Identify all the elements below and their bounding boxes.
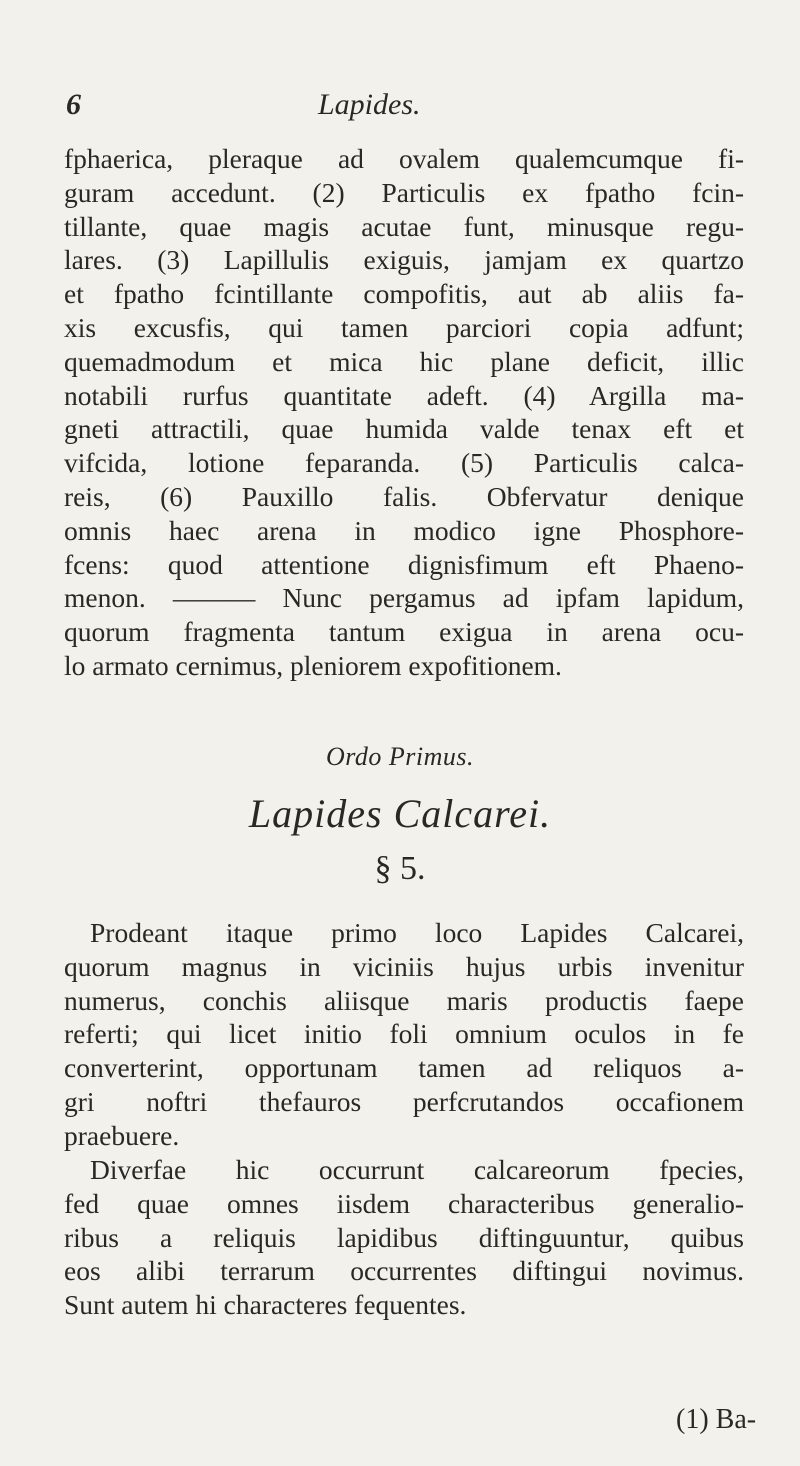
- page-number: 6: [66, 88, 81, 121]
- text-line: converterint, opportunam tamen ad reliquos a-: [64, 1052, 744, 1084]
- text-line: ribus a reliquis lapidibus diftinguuntur, quibus: [64, 1221, 744, 1253]
- section-title: Lapides Calcarei.: [248, 791, 552, 836]
- text-line: fcens: quod attentione dignisfimum eft Phaeno-: [64, 548, 744, 580]
- paragraph-2: [64, 916, 744, 1153]
- text-line: referti; qui licet initio foli omnium oculos in fe: [64, 1018, 744, 1050]
- text-line: numerus, conchis aliisque maris productis faepe: [64, 984, 744, 1016]
- text-line: quorum fragmenta tantum exigua in arena ocu-: [64, 616, 744, 648]
- running-head: [66, 88, 746, 122]
- running-title: Lapides.: [318, 88, 421, 121]
- text-line: fphaerica, pleraque ad ovalem qualemcumque fi-: [64, 143, 744, 174]
- text-line: gneti attractili, quae humida valde tenax eft et: [64, 413, 744, 445]
- text-line: guram accedunt. (2) Particulis ex fpatho fcin-: [64, 176, 744, 208]
- text-line: lo armato cernimus, pleniorem expofitionem.: [64, 649, 562, 681]
- text-line: quorum magnus in viciniis hujus urbis invenitur: [64, 950, 744, 982]
- text-line: Diverfae hic occurrunt calcareorum fpecies,: [90, 1154, 744, 1185]
- text-line: gri noftri thefauros perfcrutandos occafionem: [64, 1085, 744, 1117]
- catchword: (1) Ba-: [676, 1404, 757, 1435]
- text-line: praebuere.: [64, 1119, 180, 1151]
- text-line: quemadmodum et mica hic plane deficit, illic: [64, 345, 744, 377]
- text-line: omnis haec arena in modico igne Phosphore-: [64, 514, 744, 546]
- text-line: menon. ——— Nunc pergamus ad ipfam lapidum,: [64, 582, 744, 614]
- text-line: eos alibi terrarum occurrentes diftingui novimus.: [64, 1255, 744, 1287]
- text-line: vifcida, lotione feparanda. (5) Particulis calca-: [64, 447, 744, 479]
- section-mark: § 5.: [374, 850, 426, 887]
- ordo-heading: Ordo Primus.: [325, 742, 475, 771]
- text-line: fed quae omnes iisdem characteribus generalio-: [64, 1187, 744, 1219]
- text-line: Sunt autem hi characteres fequentes.: [64, 1289, 467, 1321]
- text-line: notabili rurfus quantitate adeft. (4) Argilla ma-: [64, 379, 744, 411]
- text-line: et fpatho fcintillante compofitis, aut ab aliis fa-: [64, 278, 744, 310]
- paragraph-3: [64, 1153, 744, 1322]
- text-line: reis, (6) Pauxillo falis. Obfervatur denique: [64, 480, 744, 512]
- text-line: xis excusfis, qui tamen parciori copia adfunt;: [64, 311, 744, 343]
- text-line: lares. (3) Lapillulis exiguis, jamjam ex quartzo: [64, 244, 744, 276]
- text-line: tillante, quae magis acutae funt, minusque regu-: [64, 210, 744, 242]
- text-line: Prodeant itaque primo loco Lapides Calcarei,: [90, 917, 744, 948]
- intro-paragraph: [64, 142, 744, 683]
